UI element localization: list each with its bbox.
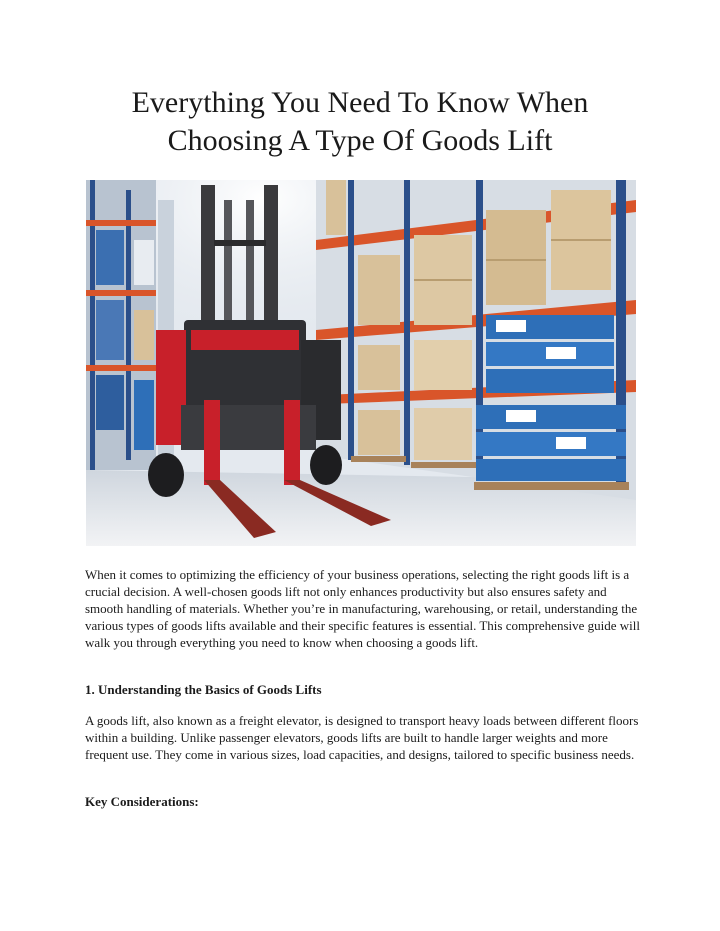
article-title-line-2: Choosing A Type Of Goods Lift — [167, 124, 553, 157]
article-title-line-1: Everything You Need To Know When — [131, 86, 589, 119]
basics-paragraph: A goods lift, also known as a freight elevator, is designed to transport heavy loads between different floors within a building. Unlike passenger elevators, goods lifts are built to handle larger weights and more frequent use. They come in various sizes, load capacities, and designs, tailored to specific business needs. — [85, 713, 639, 762]
article-title — [60, 84, 660, 160]
forklift-warehouse-illustration — [86, 180, 636, 546]
right-racks — [316, 180, 636, 500]
hero-image — [86, 180, 636, 546]
intro-paragraph: When it comes to optimizing the efficiency of your business operations, selecting the right goods lift is a crucial decision. A well-chosen goods lift not only enhances productivity but also ensures safety and smooth handling of materials. Whether you’re in manufacturing, warehousing, or retail, understanding the various types of goods lifts available and their specific features is essential. This comprehensive guide will walk you through everything you need to know when choosing a goods lift. — [85, 567, 641, 650]
key-considerations-heading: Key Considerations: — [85, 794, 199, 809]
section-heading-basics: 1. Understanding the Basics of Goods Lifts — [85, 682, 322, 697]
